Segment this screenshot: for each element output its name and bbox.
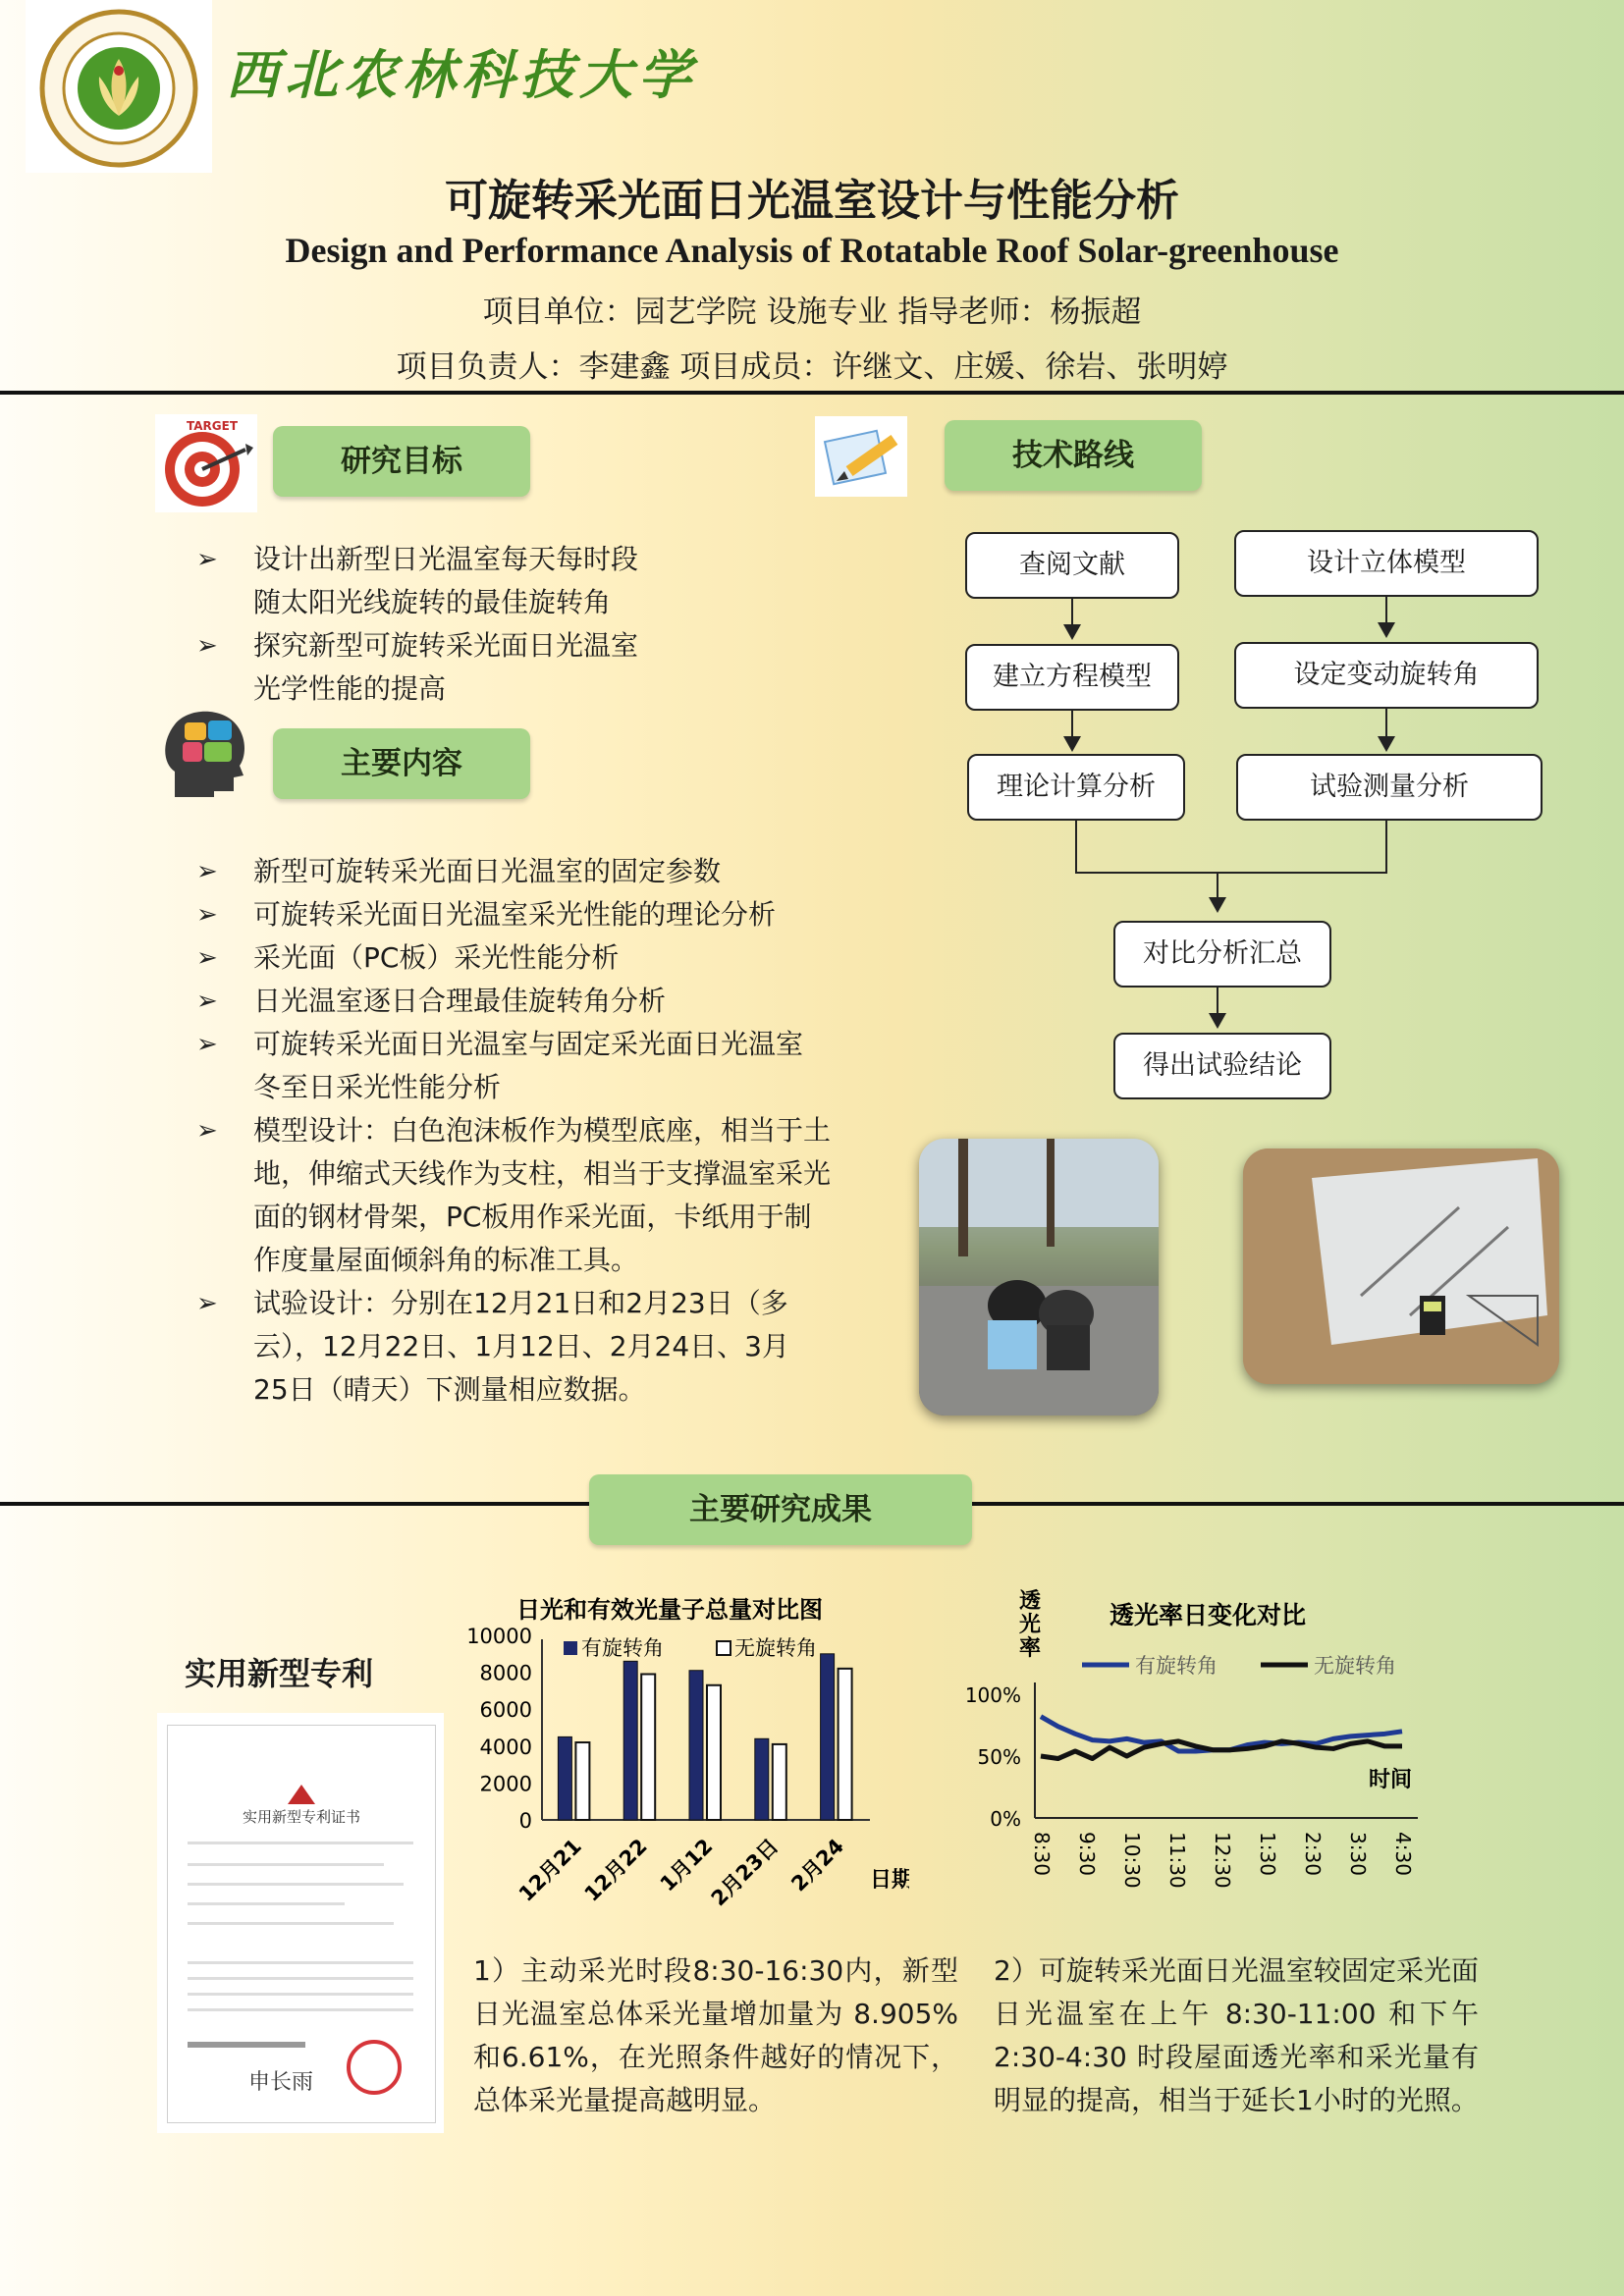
poster-title-chinese: 可旋转采光面日光温室设计与性能分析: [445, 176, 1179, 226]
legend-label: 有旋转角: [581, 1636, 664, 1660]
flow-step-equation-model: 建立方程模型: [965, 644, 1179, 711]
patent-certificate-image: [157, 1713, 444, 2133]
patent-label: 实用新型专利: [185, 1655, 374, 1692]
legend-swatch: [564, 1641, 577, 1655]
field-test-photo: [919, 1139, 1159, 1415]
x-tick-label: 9:30: [1075, 1832, 1099, 1876]
y-tick-label: 0%: [990, 1807, 1021, 1831]
y-tick-label: 0: [518, 1809, 532, 1833]
flow-arrow: [1209, 897, 1226, 913]
y-tick-label: 2000: [479, 1772, 532, 1796]
y-axis-label-char: 率: [1019, 1636, 1042, 1661]
flow-arrow: [1063, 736, 1081, 752]
x-tick-label: 11:30: [1165, 1832, 1189, 1889]
y-tick-label: 4000: [479, 1735, 532, 1759]
results-heading: 主要研究成果: [589, 1474, 972, 1545]
legend-label: 无旋转角: [734, 1636, 817, 1660]
header-divider: [0, 391, 1624, 395]
x-tick-label: 12月22: [579, 1834, 652, 1906]
seal-icon: [26, 0, 212, 173]
pencil-paper-icon: [815, 416, 907, 497]
bar: [821, 1654, 835, 1820]
bar: [575, 1742, 589, 1820]
research-goal-heading: 研究目标: [273, 426, 530, 497]
x-tick-label: 1:30: [1256, 1832, 1279, 1876]
content-item: ➢ 日光温室逐日合理最佳旋转角分析: [196, 980, 844, 1023]
results-divider-right: [972, 1502, 1624, 1506]
x-tick-label: 12:30: [1211, 1832, 1234, 1889]
results-divider-left: [0, 1502, 593, 1506]
y-tick-label: 100%: [964, 1683, 1021, 1707]
target-icon-label: TARGET: [187, 419, 239, 433]
main-content-list: [196, 850, 844, 1412]
bar: [773, 1744, 786, 1820]
x-axis-label: 日期: [870, 1868, 909, 1893]
x-tick-label: 2月24: [786, 1834, 849, 1896]
flow-step-3d-model: 设计立体模型: [1234, 530, 1539, 597]
x-tick-label: 2月23日: [706, 1834, 784, 1908]
conclusion-2: 2）可旋转采光面日光温室较固定采光面日光温室在上午 8:30-11:00 和下午2:30-4:30 时段屋面透光率和采光量有明显的提高，相当于延长1小时的光照。: [994, 1954, 1479, 2116]
line-chart: [937, 1584, 1447, 1898]
content-item: ➢ 试验设计：分别在12月21日和2月23日（多 云），12月22日、1月12日、2月24日、3月 25日（晴天）下测量相应数据。: [196, 1282, 844, 1412]
bar: [641, 1674, 655, 1820]
target-icon: [155, 414, 257, 512]
x-tick-label: 2:30: [1301, 1832, 1325, 1876]
y-tick-label: 8000: [479, 1661, 532, 1685]
flow-arrow: [1378, 736, 1395, 752]
patent-doc-title: 实用新型专利证书: [242, 1808, 360, 1826]
content-item: ➢ 新型可旋转采光面日光温室的固定参数: [196, 850, 844, 893]
chart-title: 透光率日变化对比: [1110, 1601, 1307, 1629]
legend-label: 无旋转角: [1314, 1654, 1396, 1678]
flow-arrow: [1378, 622, 1395, 638]
bar: [707, 1685, 721, 1820]
y-tick-label: 50%: [977, 1745, 1021, 1769]
legend-label: 有旋转角: [1135, 1654, 1218, 1678]
y-tick-label: 6000: [479, 1698, 532, 1723]
flow-step-set-angle: 设定变动旋转角: [1234, 642, 1539, 709]
university-name: 西北农林科技大学: [226, 43, 697, 106]
university-logo: [26, 0, 212, 173]
y-axis-label-char: 透: [1019, 1589, 1042, 1614]
flow-arrow: [1209, 1013, 1226, 1029]
bar: [558, 1736, 571, 1820]
research-goal-list: [196, 538, 746, 711]
goal-item: ➢ 探究新型可旋转采光面日光温室 光学性能的提高: [196, 624, 746, 711]
chart-title: 日光和有效光量子总量对比图: [516, 1596, 823, 1624]
x-axis-label: 时间: [1368, 1768, 1412, 1792]
project-unit-line: 项目单位：园艺学院 设施专业 指导老师：杨振超: [482, 294, 1142, 330]
greenhouse-model-photo: [1243, 1148, 1559, 1384]
brain-head-icon: [155, 703, 253, 801]
x-tick-label: 1月12: [655, 1834, 718, 1896]
bar: [755, 1738, 769, 1820]
content-item: ➢ 可旋转采光面日光温室采光性能的理论分析: [196, 893, 844, 936]
bar: [623, 1661, 637, 1820]
series-line: [1041, 1741, 1402, 1759]
poster-title-english: Design and Performance Analysis of Rotatable Roof Solar-greenhouse: [285, 231, 1339, 270]
content-item: ➢ 采光面（PC板）采光性能分析: [196, 936, 844, 980]
y-axis-label-char: 光: [1019, 1613, 1042, 1637]
project-members-line: 项目负责人：李建鑫 项目成员：许继文、庄媛、徐岩、张明婷: [396, 349, 1228, 385]
bar: [689, 1671, 703, 1820]
legend-swatch: [717, 1641, 731, 1655]
flow-step-compare: 对比分析汇总: [1113, 921, 1331, 988]
conclusion-1: 1）主动采光时段8:30-16:30内，新型日光温室总体采光量增加量为 8.905%和6.61%，在光照条件越好的情况下，总体采光量提高越明显。: [473, 1954, 958, 2116]
bar-chart: [448, 1594, 909, 1908]
content-item: ➢ 可旋转采光面日光温室与固定采光面日光温室 冬至日采光性能分析: [196, 1023, 844, 1109]
main-content-heading: 主要内容: [273, 728, 530, 799]
x-tick-label: 10:30: [1120, 1832, 1144, 1889]
x-tick-label: 8:30: [1030, 1832, 1054, 1876]
x-tick-label: 12月21: [514, 1834, 586, 1906]
flow-step-literature: 查阅文献: [965, 532, 1179, 599]
flow-step-theory-calc: 理论计算分析: [967, 754, 1185, 821]
flow-step-conclusion: 得出试验结论: [1113, 1033, 1331, 1099]
x-tick-label: 4:30: [1391, 1832, 1415, 1876]
flow-arrow: [1063, 624, 1081, 640]
flow-step-experiment: 试验测量分析: [1236, 754, 1543, 821]
goal-item: ➢ 设计出新型日光温室每天每时段 随太阳光线旋转的最佳旋转角: [196, 538, 746, 624]
bar: [839, 1669, 852, 1820]
y-tick-label: 10000: [466, 1625, 532, 1648]
technical-route-heading: 技术路线: [945, 420, 1202, 491]
x-tick-label: 3:30: [1346, 1832, 1370, 1876]
svg-text:申长雨: 申长雨: [248, 2070, 314, 2095]
content-item: ➢ 模型设计：白色泡沫板作为模型底座，相当于土 地，伸缩式天线作为支柱，相当于支撑温室采光 面的钢材骨架，PC板用作采光面，卡纸用于制 作度量屋面倾斜角的标准工具。: [196, 1109, 844, 1282]
